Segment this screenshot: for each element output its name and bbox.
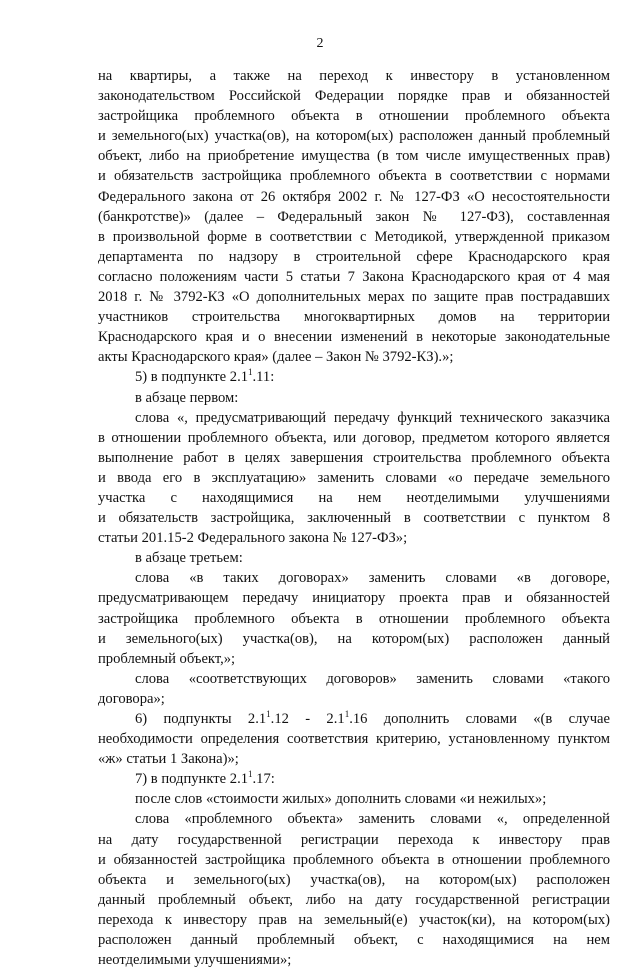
text-line: объект, либо на приобретение имущества (в том числе имущественных прав): [98, 148, 610, 165]
text-fragment: .16 дополнить словами «(в случае: [349, 711, 610, 727]
superscript: 1: [266, 709, 271, 719]
text-line: слова «соответствующих договоров» заменить словами «такого: [135, 670, 610, 687]
text-line: в произвольной форме в соответствии с Методикой, утвержденной приказом: [98, 228, 610, 245]
text-line: расположен данный проблемный объект, с находящимися на нем: [98, 932, 610, 949]
text-line: выполнение работ в целях завершения строительства проблемного объекта: [98, 449, 610, 466]
text-line: застройщика проблемного объекта в отношении проблемного объекта: [98, 610, 610, 627]
text-line: и земельного(ых) участка(ов), на котором(ых) расположен данный проблемный: [98, 128, 610, 145]
text-line: в отношении проблемного объекта, или договор, предметом которого является: [98, 429, 610, 446]
text-line: участников строительства многоквартирных домов на территории: [98, 309, 610, 326]
superscript: 1: [248, 769, 253, 780]
text-line: акты Краснодарского края» (далее – Закон № 3792-КЗ).»;: [98, 349, 454, 366]
text-line: слова «проблемного объекта» заменить словами «, определенной: [135, 811, 610, 828]
text-line: и ввода его в эксплуатацию» заменить словами «о передаче земельного: [98, 469, 610, 486]
text-line: [98, 709, 610, 729]
text-line: слова «в таких договорах» заменить словами «в договоре,: [135, 570, 610, 587]
text-line: Федерального закона от 26 октября 2002 г. № 127-ФЗ «О несостоятельности: [98, 188, 610, 205]
text-line: необходимости определения соответствия критерию, установленному пунктом: [98, 731, 610, 748]
document-body: [98, 66, 610, 970]
text-line: на квартиры, а также на переход к инвестору в установленном: [98, 68, 610, 84]
text-line: и обязанностей застройщика проблемного объекта в отношении проблемного: [98, 851, 610, 868]
text-line: в абзаце третьем:: [135, 550, 243, 567]
text-line: неотделимыми улучшениями»;: [98, 952, 292, 969]
text-fragment: .11:: [252, 369, 275, 386]
text-line: [98, 769, 610, 789]
text-line: объекта и земельного(ых) участка(ов), на котором(ых) расположен: [98, 871, 610, 888]
text-line: Краснодарского края и о внесении изменений в некоторые законодательные: [98, 329, 610, 346]
text-line: после слов «стоимости жилых» дополнить словами «и нежилых»;: [135, 791, 547, 808]
text-line: (банкротстве)» (далее – Федеральный закон № 127-ФЗ), составленная: [98, 208, 610, 225]
text-line: согласно положениям части 5 статьи 7 Закона Краснодарского края от 4 мая: [98, 268, 610, 285]
text-fragment: 6) подпункты 2.1: [135, 711, 267, 727]
superscript: 1: [344, 709, 350, 719]
text-line: договора»;: [98, 690, 165, 707]
text-line: данный проблемный объект, либо на дату государственной регистрации: [98, 891, 610, 908]
superscript: 1: [248, 367, 253, 378]
text-line: предусматривающем передачу инициатору проекта прав и обязанностей: [98, 590, 610, 607]
text-line: 2018 г. № 3792-КЗ «О дополнительных мерах по защите прав пострадавших: [98, 289, 610, 306]
text-fragment: .12 - 2.1: [270, 711, 345, 727]
page-number: 2: [316, 36, 324, 51]
text-line: департамента по надзору в строительной сфере Краснодарского края: [98, 248, 610, 265]
text-line: в абзаце первом:: [135, 389, 239, 406]
text-line: «ж» статьи 1 Закона)»;: [98, 751, 239, 768]
text-line: и земельного(ых) участка(ов), на котором(ых) расположен данный: [98, 630, 610, 647]
text-line: проблемный объект,»;: [98, 650, 236, 667]
text-fragment: .17:: [252, 771, 275, 788]
text-line: участка с находящимися на нем неотделимыми улучшениями: [98, 489, 610, 506]
text-line: [98, 367, 610, 387]
text-line: и обязательств застройщика, заключенный в соответствии с пунктом 8: [98, 510, 610, 527]
text-line: застройщика проблемного объекта в отношении проблемного объекта: [98, 108, 610, 125]
text-line: статьи 201.15-2 Федерального закона № 127-ФЗ»;: [98, 530, 408, 547]
text-line: на дату государственной регистрации перехода к инвестору прав: [98, 831, 610, 848]
text-line: законодательством Российской Федерации порядке прав и обязанностей: [98, 88, 610, 105]
text-line: и обязательств застройщика проблемного объекта в соответствии с нормами: [98, 168, 610, 185]
text-fragment: 7) в подпункте 2.1: [135, 771, 249, 788]
text-line: слова «, предусматривающий передачу функций технического заказчика: [135, 409, 610, 426]
text-line: перехода к инвестору прав на земельный(е) участок(ки), на котором(ых): [98, 911, 610, 928]
text-fragment: 5) в подпункте 2.1: [135, 369, 249, 386]
